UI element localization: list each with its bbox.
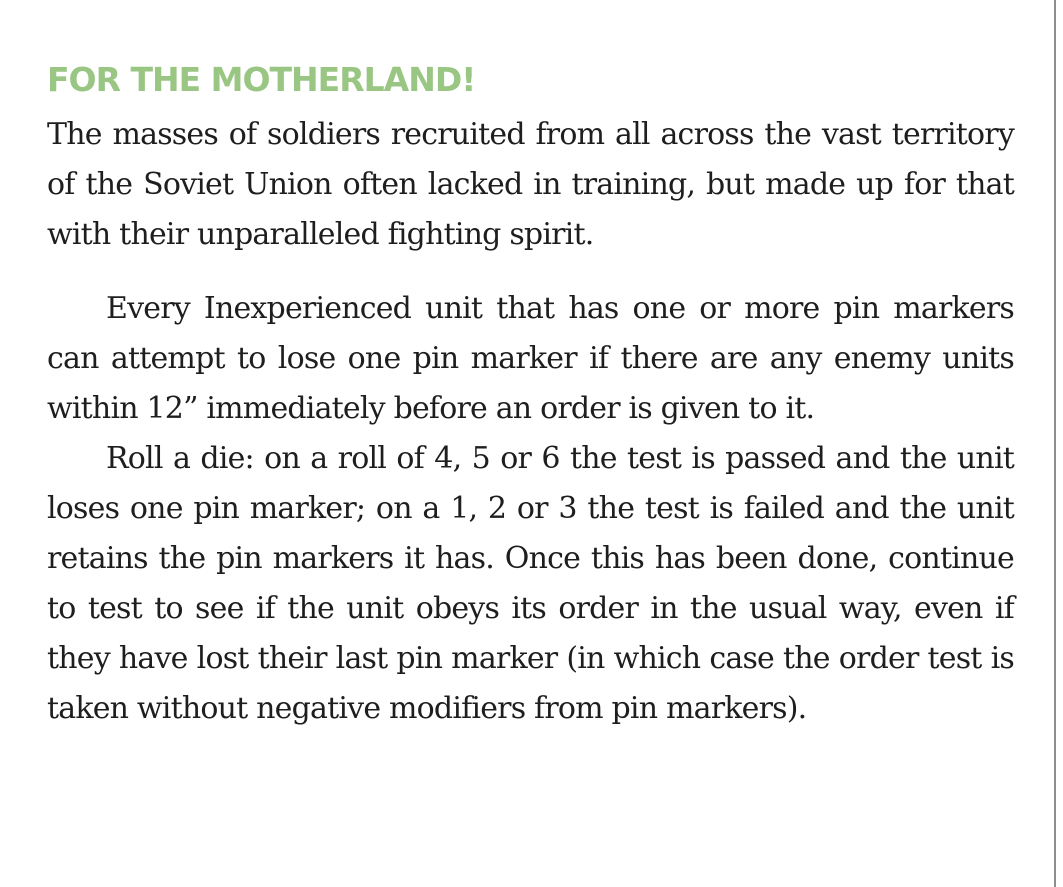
intro-paragraph: The masses of soldiers recruited from all across the vast territory of the Soviet Union often lacked in training, but made up for that with their unparalleled fighting spirit. (47, 117, 1014, 252)
rule-paragraph-pin-markers: Every Inexperienced unit that has one or more pin markers can attempt to lose one pin marker if there are any enemy units within 12” immediately before an order is given to it. (47, 291, 1014, 426)
rule-title: FOR THE MOTHERLAND! (47, 60, 476, 99)
rule-body (47, 110, 1014, 734)
rule-paragraph-roll: Roll a die: on a roll of 4, 5 or 6 the test is passed and the unit loses one pin marker; on a 1, 2 or 3 the test is failed and the unit retains the pin markers it has. Once this has been done, continue to test to see if the unit obeys its order in the usual way, even if they have lost their last pin marker (in which case the order test is taken without negative modifiers from pin markers). (47, 441, 1014, 726)
page-edge-line (1054, 0, 1056, 887)
